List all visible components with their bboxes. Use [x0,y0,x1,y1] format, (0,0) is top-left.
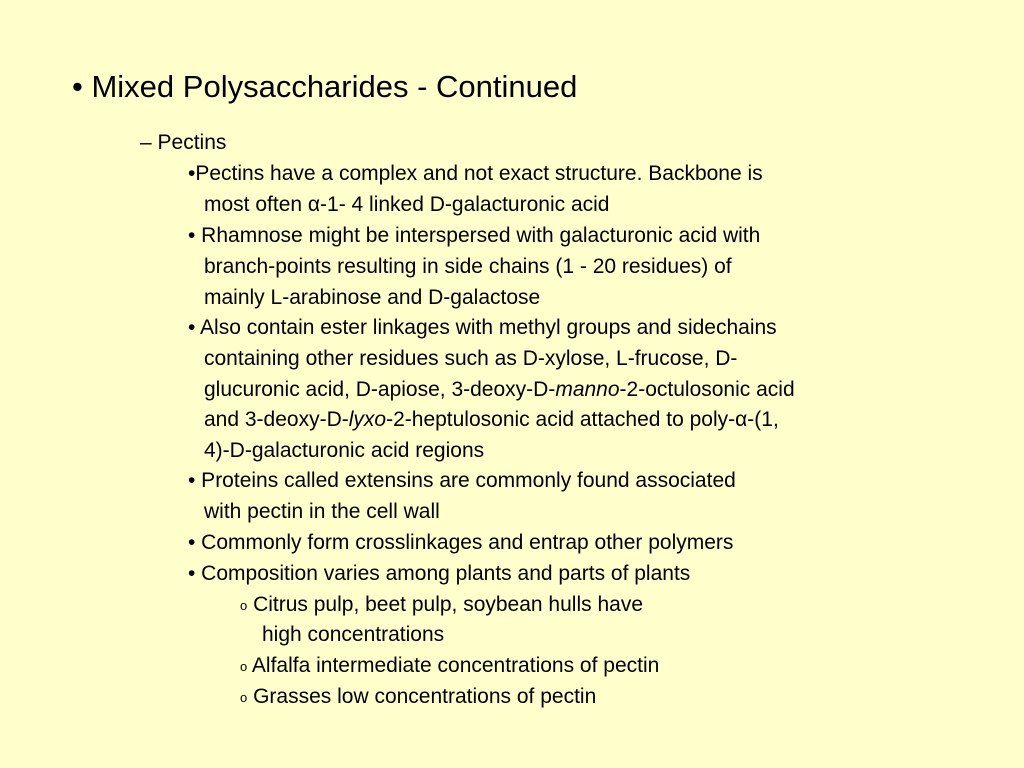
sub-bullet-grasses-text: Grasses low concentrations of pectin [253,685,597,708]
bullet-structure: •Pectins have a complex and not exact structure. Backbone is [188,162,763,185]
bullet-composition: • Composition varies among plants and parts of plants [188,562,691,585]
sub-bullet-marker: o [240,598,248,613]
subheading-pectins: – Pectins [140,131,227,154]
bullet-extensins: • Proteins called extensins are commonly found associated [188,469,736,492]
bullet-ester-cont-2 [204,376,795,404]
lyxo-italic: lyxo [348,408,387,431]
sub-bullet-citrus-text: Citrus pulp, beet pulp, soybean hulls have [253,593,643,616]
slide-title: • Mixed Polysaccharides - Continued [72,69,578,104]
bullet-rhamnose-cont-1: branch-points resulting in side chains (1 - 20 residues) of [204,255,732,278]
sub-bullet-citrus-cont: high concentrations [262,623,445,646]
sub-bullet-grasses [240,683,596,712]
lyxo-after: -2-heptulosonic acid attached to poly-α-(1, [386,408,779,431]
sub-bullet-alfalfa-text: Alfalfa intermediate concentrations of pectin [251,654,660,677]
bullet-ester-cont-1: containing other residues such as D-xylose, L-frucose, D- [204,347,738,370]
lyxo-before: and 3-deoxy-D- [204,408,349,431]
sub-bullet-citrus [240,591,643,620]
bullet-extensins-cont: with pectin in the cell wall [204,500,440,523]
bullet-ester-linkages: • Also contain ester linkages with methyl groups and sidechains [188,316,777,339]
bullet-rhamnose: • Rhamnose might be interspersed with galacturonic acid with [188,224,761,247]
sub-bullet-marker: o [240,690,248,705]
bullet-ester-cont-3 [204,406,779,434]
bullet-structure-cont: most often α-1- 4 linked D-galacturonic acid [204,193,610,216]
sub-bullet-marker: o [240,659,248,674]
bullet-rhamnose-cont-2: mainly L-arabinose and D-galactose [204,286,541,309]
manno-after: -2-octulosonic acid [619,378,795,401]
sub-bullet-alfalfa [240,652,659,681]
manno-italic: manno [555,378,620,401]
manno-before: glucuronic acid, D-apiose, 3-deoxy-D- [204,378,556,401]
bullet-crosslinkages: • Commonly form crosslinkages and entrap other polymers [188,531,734,554]
bullet-ester-cont-4: 4)-D-galacturonic acid regions [204,439,485,462]
